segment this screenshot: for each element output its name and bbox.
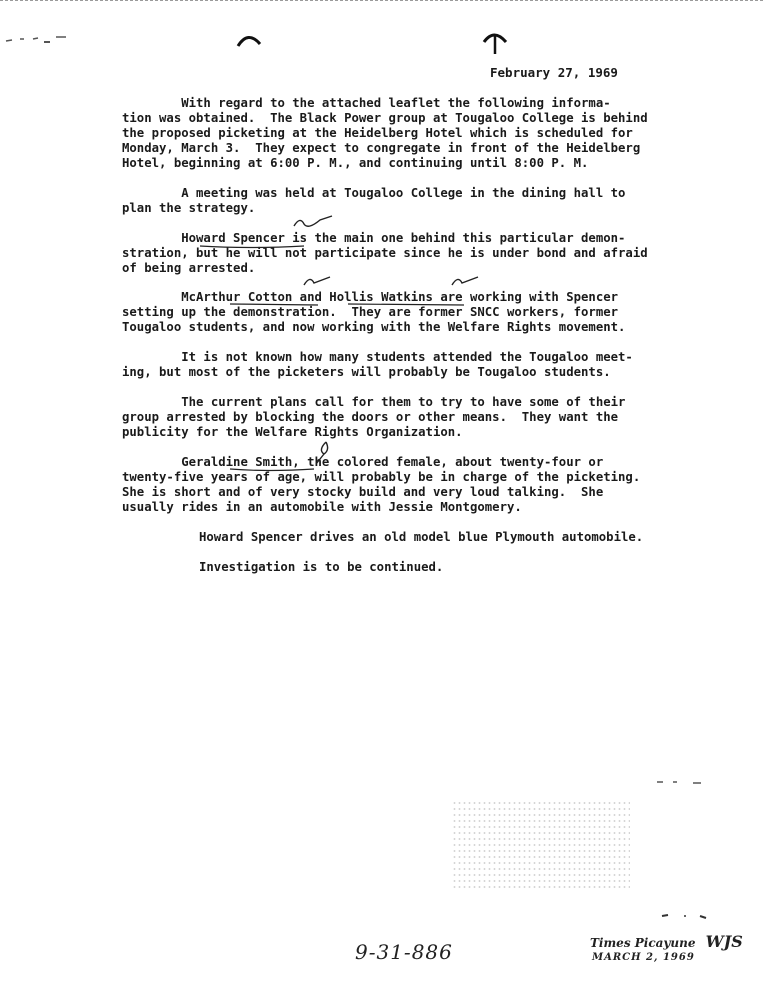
punch-hole-mark-left — [236, 30, 262, 50]
handwritten-check-mark — [312, 438, 342, 466]
handwritten-serial-number: 9-31-886 — [355, 940, 453, 964]
memo-date: February 27, 1969 — [490, 65, 618, 80]
handwritten-check-mark — [448, 273, 484, 289]
memo-closing-line-1: Howard Spencer drives an old model blue Plymouth automobile. — [199, 530, 644, 544]
handwritten-initials: WJS — [705, 932, 743, 951]
handwritten-source-note — [590, 932, 743, 951]
faded-stamp-impression — [452, 800, 630, 892]
scan-mark-top-left — [0, 32, 70, 46]
scan-mark-right — [655, 778, 705, 786]
handwritten-underline — [228, 467, 318, 473]
memo-paragraph-3: Howard Spencer is the main one behind this particular demon- stration, but he will not participate since he is under bond and afraid of being arrested. — [122, 231, 648, 275]
handwritten-underline — [228, 302, 468, 308]
memo-closing-line-2: Investigation is to be continued. — [199, 560, 444, 574]
handwritten-check-mark — [300, 273, 336, 289]
handwritten-source-date: MARCH 2, 1969 — [592, 952, 695, 963]
memo-paragraph-1: With regard to the attached leaflet the following informa- tion was obtained. The Black Power group at Tougaloo College is behind the proposed picketing at the Heidelberg Hotel which is scheduled for Monday, March 3. They expect to congregate in front of the Heidelberg Hotel, beginning at 6:00 P. M., and continuing until 8:00 P. M. — [122, 96, 648, 170]
memo-paragraph-4: McArthur Cotton and Hollis Watkins are working with Spencer setting up the demonstration. They are former SNCC workers, former Tougaloo students, and now working with the Welfare Rights movement. — [122, 290, 626, 334]
memo-paragraph-6: The current plans call for them to try to have some of their group arrested by blocking the doors or other means. They want the publicity for the Welfare Rights Organization. — [122, 395, 626, 439]
handwritten-underline — [198, 244, 308, 250]
source-publication: Times Picayune — [590, 936, 696, 950]
memo-paragraph-5: It is not known how many students attended the Tougaloo meet- ing, but most of the picketers will probably be Tougaloo students. — [122, 350, 633, 379]
memo-paragraph-2: A meeting was held at Tougaloo College in the dining hall to plan the strategy. — [122, 186, 626, 215]
punch-hole-mark-right — [482, 30, 508, 56]
handwritten-check-mark — [290, 212, 336, 232]
memo-paragraph-7: Geraldine Smith, the colored female, about twenty-four or twenty-five years of age, will probably be in charge of the picketing. She is short and of very stocky build and very loud talking. She usually rides in an automobile with Jessie Montgomery. — [122, 455, 641, 514]
top-perforation-line — [0, 0, 763, 1]
scan-mark-right — [660, 912, 710, 920]
